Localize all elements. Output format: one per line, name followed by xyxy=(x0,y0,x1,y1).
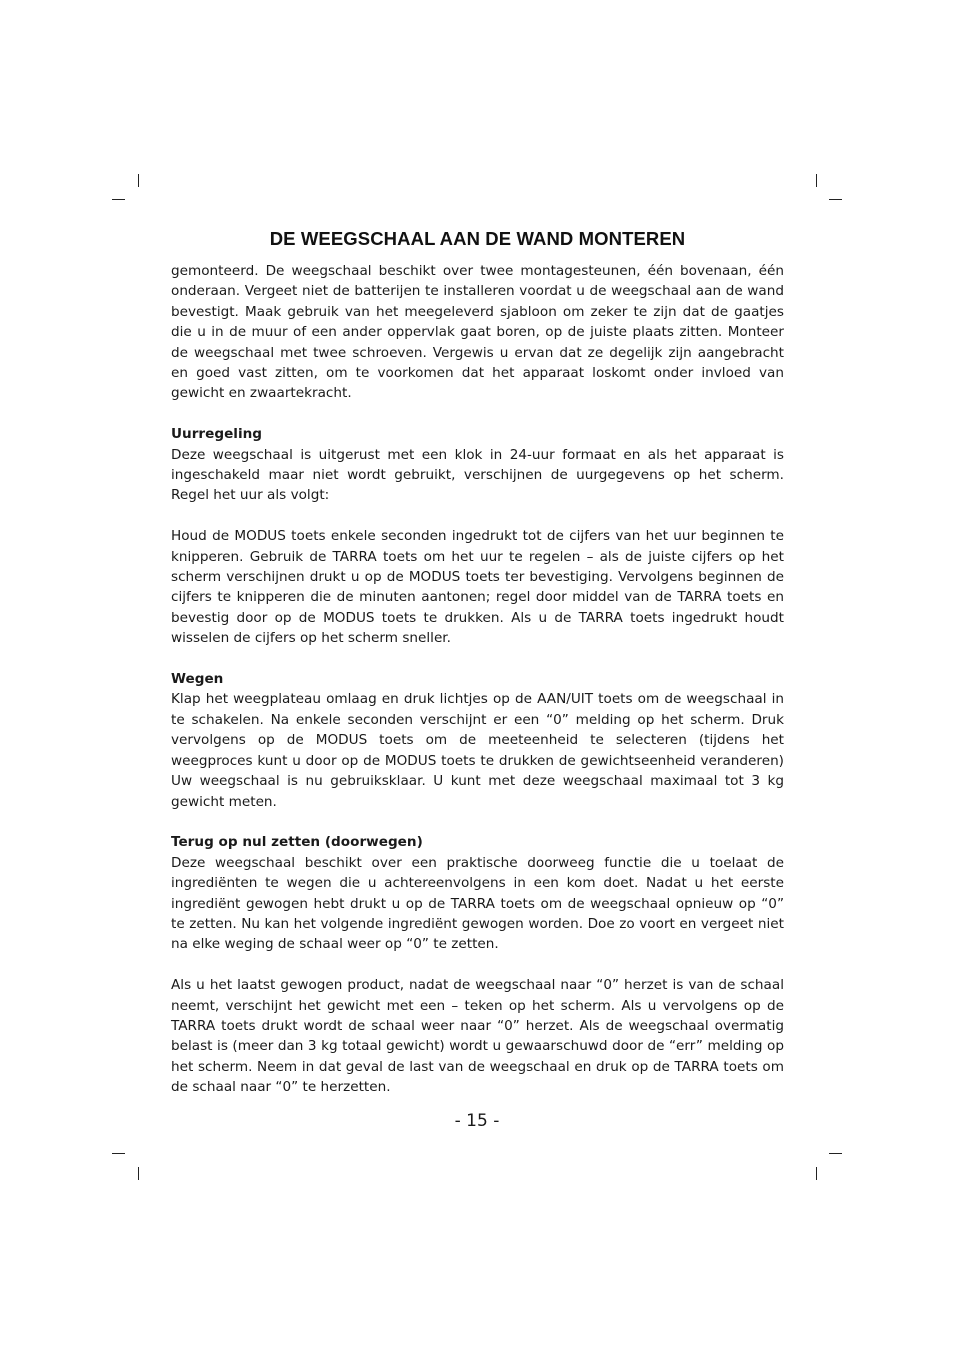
page-number: - 15 - xyxy=(454,1111,500,1131)
section-terug-op-nul xyxy=(171,832,784,1097)
crop-mark-top-left-horizontal xyxy=(112,199,125,200)
crop-mark-top-left-vertical xyxy=(138,174,139,187)
page-title: DE WEEGSCHAAL AAN DE WAND MONTEREN xyxy=(269,228,686,249)
crop-mark-top-right-vertical xyxy=(816,174,817,187)
page-content xyxy=(171,261,784,1098)
crop-mark-top-right-horizontal xyxy=(829,199,842,200)
section-wegen xyxy=(171,669,784,812)
section-paragraph: Klap het weegplateau omlaag en druk lichtjes op de AAN/UIT toets om de weegschaal in te schakelen. Na enkele seconden verschijnt er een “0” melding op het scherm. Druk vervolgens op de MODUS toets om de meeteenheid te selecteren (tijdens het weegproces kunt u door op de MODUS toets te drukken de gewichtseenheid veranderen) Uw weegschaal is nu gebruiksklaar. U kunt met deze weegschaal maximaal tot 3 kg gewicht meten. xyxy=(171,691,784,810)
crop-mark-bottom-right-vertical xyxy=(816,1167,817,1180)
section-heading: Uurregeling xyxy=(171,426,263,443)
crop-mark-bottom-right-horizontal xyxy=(829,1153,842,1154)
section-paragraph: Houd de MODUS toets enkele seconden ingedrukt tot de cijfers van het uur beginnen te knipperen. Gebruik de TARRA toets om het uur te regelen – als de juiste cijfers op het scherm verschijnen drukt u op de MODUS toets ter bevestiging. Vervolgens beginnen de cijfers te knipperen die de minuten aantonen; regel door middel van de TARRA toets en bevestig door op de MODUS toets te drukken. Als u de TARRA toets ingedrukt houdt wisselen de cijfers op het scherm sneller. xyxy=(171,528,784,647)
section-heading: Terug op nul zetten (doorwegen) xyxy=(171,834,423,851)
section-paragraph: Als u het laatst gewogen product, nadat de weegschaal naar “0” herzet is van de schaal neemt, verschijnt het gewicht met een – teken op het scherm. Als u vervolgens op de TARRA toets drukt wordt de schaal weer naar “0” herzet. Als de weegschaal overmatig belast is (meer dan 3 kg totaal gewicht) wordt u gewaarschuwd door de “err” melding op het scherm. Neem in dat geval de last van de weegschaal en druk op de TARRA toets om de schaal naar “0” te herzetten. xyxy=(171,977,784,1096)
crop-mark-bottom-left-vertical xyxy=(138,1167,139,1180)
intro-paragraph: gemonteerd. De weegschaal beschikt over twee montagesteunen, één bovenaan, één onderaan. Vergeet niet de batterijen te installeren voordat u de weegschaal aan de wand bevestigt. Maak gebruik van het meegeleverd sjabloon om zeker te zijn dat de gaatjes die u in de muur of een ander oppervlak gaat boren, op de juiste plaats zitten. Monteer de weegschaal met twee schroeven. Vergewis u ervan dat ze degelijk zijn aangebracht en goed vast zitten, om te voorkomen dat het apparaat loskomt onder invloed van gewicht en zwaartekracht. xyxy=(171,263,784,402)
section-uurregeling xyxy=(171,424,784,648)
section-paragraph: Deze weegschaal beschikt over een praktische doorweeg functie die u toelaat de ingrediënten te wegen die u achtereenvolgens in een kom doet. Nadat u het eerste ingrediënt gewogen hebt drukt u op de TARRA toets om de weegschaal opnieuw op “0” te zetten. Nu kan het volgende ingrediënt gewogen worden. Doe zo voort en vergeet niet na elke weging de schaal weer op “0” te zetten. xyxy=(171,854,784,953)
section-heading: Wegen xyxy=(171,671,224,688)
crop-mark-bottom-left-horizontal xyxy=(112,1153,125,1154)
section-paragraph: Deze weegschaal is uitgerust met een klok in 24-uur formaat en als het apparaat is ingeschakeld maar niet wordt gebruikt, verschijnen de uurgegevens op het scherm. Regel het uur als volgt: xyxy=(171,446,784,504)
